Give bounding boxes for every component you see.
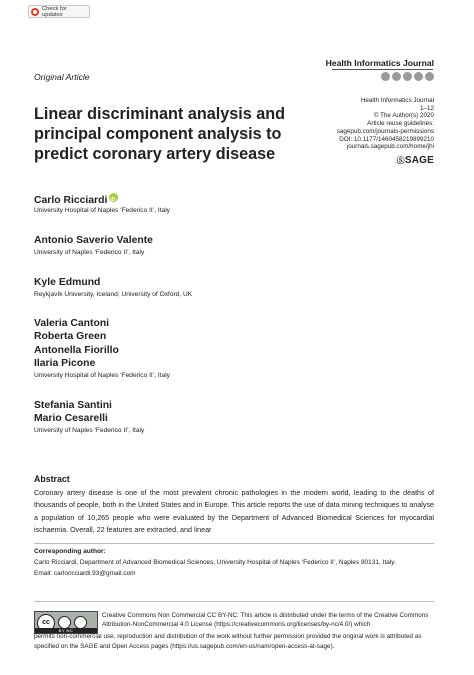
crossmark-icon	[31, 8, 39, 16]
check-for-updates-label: Check for updates	[42, 5, 67, 18]
article-type: Original Article	[34, 72, 90, 82]
journal-name: Health Informatics Journal	[325, 58, 434, 68]
meta-reuse: Article reuse guidelines:	[367, 120, 434, 128]
cc-by-nc-badge[interactable]	[34, 611, 98, 634]
author-name: Valeria Cantoni	[34, 318, 110, 329]
author-name: Antonella Fiorillo	[34, 345, 119, 356]
cc-badge-strip: BY NC	[35, 628, 97, 633]
meta-journal-link[interactable]: journals.sagepub.com/home/jhi	[346, 143, 434, 151]
meta-doi[interactable]: DOI: 10.1177/1460458219899210	[339, 135, 434, 143]
meta-journal: Health Informatics Journal	[360, 97, 434, 104]
divider	[34, 543, 434, 544]
license-text: Creative Commons Non Commercial CC BY-NC: This article is distributed under the terms of the Creative Commons Attribution-NonCommercial 4.0 License (https://creativecommons.org/licenses/by-nc/4.0/) which	[102, 612, 429, 629]
meta-copyright: © The Author(s) 2020	[373, 112, 434, 120]
dot-icon	[381, 72, 390, 81]
cc-icon: cc	[37, 614, 55, 632]
corresponding-author-email[interactable]: Email: carloricciardi.93@gmail.com	[34, 569, 136, 577]
author-name: Kyle Edmund	[34, 277, 101, 288]
sage-mark-icon: Ⓢ	[396, 156, 405, 165]
sage-logo	[397, 155, 434, 166]
abstract-text: Coronary artery disease is one of the most prevalent chronic pathologies in the modern world, leading to the deaths of thousands of people, both in the United States and in Europe. This article reports the use of data mining techniques to analyse a population of 10,265 people who were evaluated by the Department of Advanced Biomedical Sciences for myocardial ischaemia. Overall, 22 features are extracted, and linear	[34, 489, 434, 535]
article-meta	[337, 97, 434, 151]
meta-permissions-link[interactable]: sagepub.com/journals-permissions	[336, 127, 434, 135]
article-title: Linear discriminant analysis and principal component analysis to predict coronary artery disease	[34, 105, 285, 163]
dot-icon	[403, 72, 412, 81]
license-text-continued: permits non-commercial use, reproduction and distribution of the work without further permission provided the original work is attributed as specified on the SAGE and Open Access pages (https://us.sagepub.com/en-us/nam/open-access-at-sage).	[34, 633, 422, 650]
author-name: Roberta Green	[34, 331, 107, 342]
author-name: Mario Cesarelli	[34, 413, 108, 424]
author-affiliation: University of Naples ‘Federico II’, Italy	[34, 249, 145, 256]
divider	[34, 601, 434, 602]
corresponding-author-heading: Corresponding author:	[34, 548, 106, 555]
author-affiliation: Reykjavík University, Iceland; University of Oxford, UK	[34, 291, 193, 298]
dot-icon	[425, 72, 434, 81]
author-name: Stefania Santini	[34, 400, 112, 411]
dot-icon	[392, 72, 401, 81]
check-for-updates-button[interactable]	[28, 5, 90, 18]
author-affiliation: University Hospital of Naples ‘Federico II’, Italy	[34, 207, 170, 214]
corresponding-author-address: Carlo Ricciardi, Department of Advanced Biomedical Sciences, University Hospital of Naples ‘Federico II’, Naples 80131, Italy.	[34, 559, 396, 566]
sage-wordmark: SAGE	[404, 155, 434, 166]
journal-rule	[332, 69, 433, 70]
author-affiliation: University Hospital of Naples ‘Federico II’, Italy	[34, 372, 170, 379]
author-name: Antonio Saverio Valente	[34, 235, 153, 246]
meta-pages: 1–12	[419, 104, 434, 112]
author-affiliation: University of Naples ‘Federico II’, Italy	[34, 427, 145, 434]
orcid-icon[interactable]	[109, 193, 118, 202]
author-name: Ilaria Picone	[34, 358, 96, 369]
corresponding-author-details	[34, 558, 429, 580]
author-name: Carlo RicciardiiD	[34, 193, 118, 208]
abstract-heading: Abstract	[34, 474, 70, 484]
journal-logo-dots	[381, 72, 434, 81]
dot-icon	[414, 72, 423, 81]
